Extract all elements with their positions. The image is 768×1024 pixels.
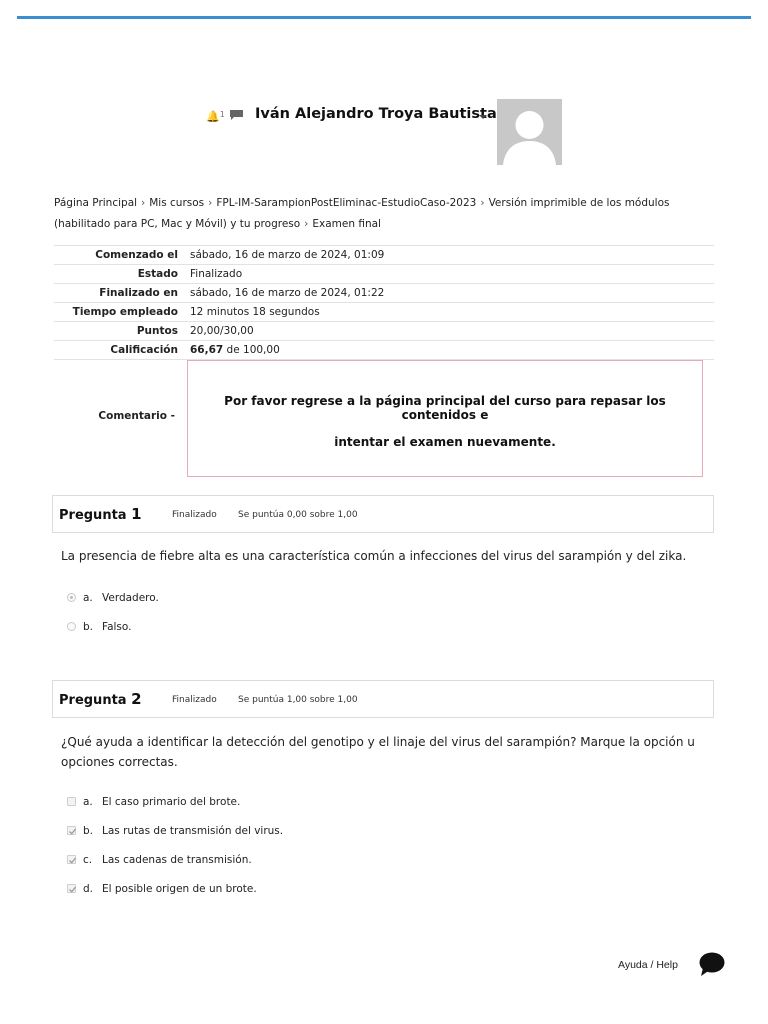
option-letter: b. xyxy=(83,621,94,633)
breadcrumb xyxy=(54,193,724,235)
checkbox-checked-icon[interactable] xyxy=(67,884,76,893)
option-letter: a. xyxy=(83,592,93,604)
breadcrumb-current[interactable]: Examen final xyxy=(312,218,381,230)
summary-value: 20,00/30,00 xyxy=(184,322,714,341)
option-text: Verdadero. xyxy=(102,592,159,604)
option-text: Las cadenas de transmisión. xyxy=(102,854,252,866)
summary-label: Finalizado en xyxy=(54,284,184,303)
breadcrumb-separator-icon: › xyxy=(208,197,213,209)
option-text: El posible origen de un brote. xyxy=(102,883,257,895)
radio-selected-icon[interactable] xyxy=(67,593,76,602)
option-text: Las rutas de transmisión del virus. xyxy=(102,825,284,837)
summary-value: sábado, 16 de marzo de 2024, 01:22 xyxy=(184,284,714,303)
bell-icon: 🔔 xyxy=(206,110,220,123)
user-silhouette-icon xyxy=(497,99,562,165)
summary-row-finished xyxy=(54,284,714,303)
summary-value: sábado, 16 de marzo de 2024, 01:09 xyxy=(184,246,714,265)
feedback-line-1: Por favor regrese a la página principal del curso para repasar los contenidos e xyxy=(224,394,666,422)
comment-label: Comentario - xyxy=(98,410,175,422)
summary-row-state xyxy=(54,265,714,284)
top-accent-bar xyxy=(17,16,751,19)
breadcrumb-separator-icon: › xyxy=(304,218,309,230)
user-menu-name[interactable]: Iván Alejandro Troya Bautista xyxy=(255,106,497,122)
question-1-header xyxy=(52,495,714,533)
breadcrumb-section[interactable]: Versión imprimible de los módulos (habilitado para PC, Mac y Móvil) y tu progreso xyxy=(54,197,670,230)
checkbox-checked-icon[interactable] xyxy=(67,826,76,835)
option-text: El caso primario del brote. xyxy=(102,796,241,808)
question-title xyxy=(59,690,142,708)
summary-row-time xyxy=(54,303,714,322)
summary-value: 12 minutos 18 segundos xyxy=(184,303,714,322)
summary-value: Finalizado xyxy=(184,265,714,284)
help-link[interactable]: Ayuda / Help xyxy=(618,959,678,971)
feedback-box xyxy=(187,360,703,477)
question-state: Finalizado xyxy=(172,695,217,705)
breadcrumb-course[interactable]: FPL-IM-SarampionPostEliminac-EstudioCaso-2023 xyxy=(216,197,477,209)
question-1-text: La presencia de fiebre alta es una característica común a infecciones del virus del sarampión y del zika. xyxy=(61,549,687,563)
question-number: 1 xyxy=(131,505,142,523)
summary-label: Calificación xyxy=(54,341,184,360)
question-number: 2 xyxy=(131,690,142,708)
notifications-button[interactable] xyxy=(206,110,225,123)
summary-row-started xyxy=(54,246,714,265)
question-title xyxy=(59,505,142,523)
option-letter: d. xyxy=(83,883,94,895)
option-text: Falso. xyxy=(102,621,132,633)
question-2-text: ¿Qué ayuda a identificar la detección del genotipo y el linaje del virus del sarampión? Marque la opción u opciones correctas. xyxy=(61,735,695,769)
summary-label: Comenzado el xyxy=(54,246,184,265)
feedback-line-2: intentar el examen nuevamente. xyxy=(334,435,556,449)
summary-label: Tiempo empleado xyxy=(54,303,184,322)
question-title-label: Pregunta xyxy=(59,508,132,523)
radio-icon[interactable] xyxy=(67,622,76,631)
question-grade: Se puntúa 1,00 sobre 1,00 xyxy=(238,695,358,705)
breadcrumb-separator-icon: › xyxy=(141,197,146,209)
breadcrumb-home[interactable]: Página Principal xyxy=(54,197,138,209)
question-grade: Se puntúa 0,00 sobre 1,00 xyxy=(238,510,358,520)
summary-label: Estado xyxy=(54,265,184,284)
option-letter: b. xyxy=(83,825,94,837)
messages-icon[interactable] xyxy=(230,110,243,120)
summary-label: Puntos xyxy=(54,322,184,341)
checkbox-icon[interactable] xyxy=(67,797,76,806)
summary-value xyxy=(184,341,714,360)
summary-row-points xyxy=(54,322,714,341)
checkbox-checked-icon[interactable] xyxy=(67,855,76,864)
question-title-label: Pregunta xyxy=(59,693,132,708)
breadcrumb-my-courses[interactable]: Mis cursos xyxy=(149,197,205,209)
attempt-summary-table xyxy=(54,245,714,360)
option-letter: c. xyxy=(83,854,93,866)
avatar[interactable] xyxy=(497,99,562,165)
chat-bubble-icon[interactable] xyxy=(698,951,726,977)
grade-max: de 100,00 xyxy=(223,344,280,356)
grade-value: 66,67 xyxy=(190,344,224,356)
chevron-down-icon[interactable] xyxy=(479,115,487,119)
notification-count: 1 xyxy=(219,110,225,119)
question-state: Finalizado xyxy=(172,510,217,520)
summary-row-grade xyxy=(54,341,714,360)
breadcrumb-separator-icon: › xyxy=(480,197,485,209)
question-2-header xyxy=(52,680,714,718)
option-letter: a. xyxy=(83,796,93,808)
